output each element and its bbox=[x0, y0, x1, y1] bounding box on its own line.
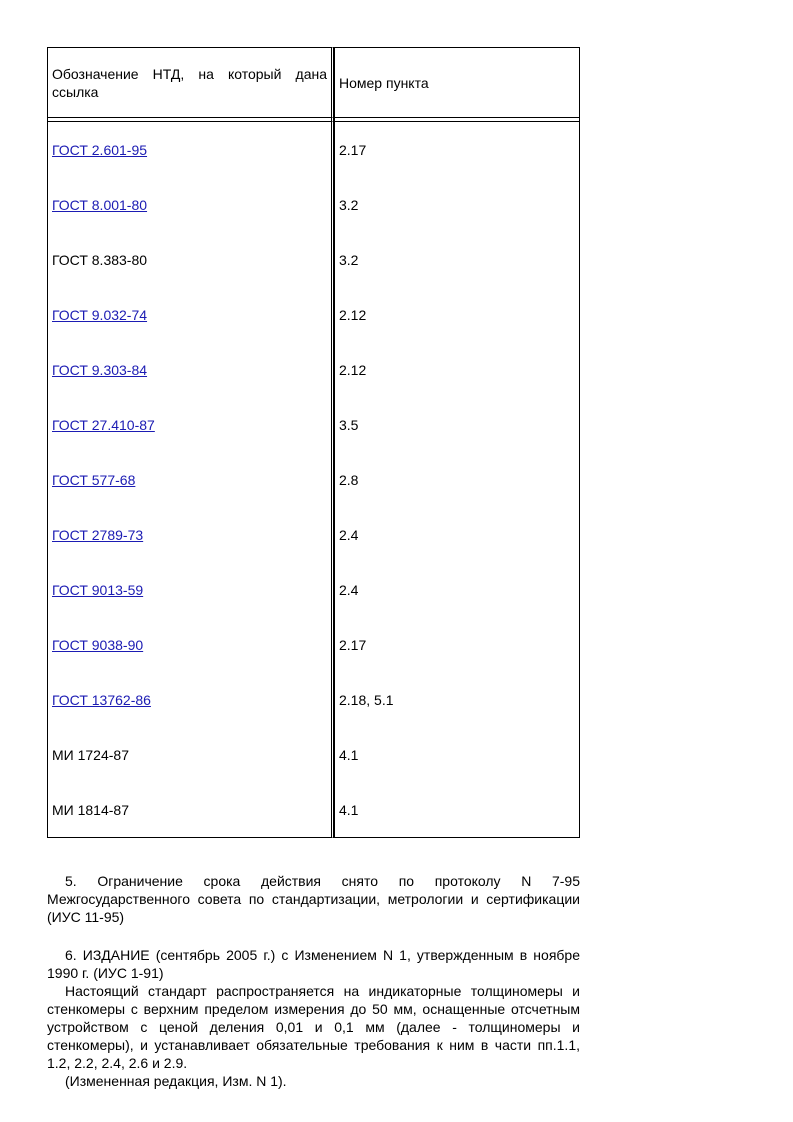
clause-cell: 2.4 bbox=[334, 507, 580, 562]
document-cell bbox=[47, 287, 334, 342]
table-row bbox=[47, 727, 580, 782]
table-row bbox=[47, 177, 580, 232]
clause-cell: 3.2 bbox=[334, 232, 580, 287]
reference-table bbox=[47, 47, 580, 838]
document-link[interactable]: ГОСТ 9.032-74 bbox=[52, 306, 148, 323]
clause-cell: 3.5 bbox=[334, 397, 580, 452]
revision-note: (Измененная редакция, Изм. N 1). bbox=[65, 1073, 287, 1089]
notes-section bbox=[47, 872, 580, 1090]
note-item-5: 5. Ограничение срока действия снято по протоколу N 7-95 Межгосударственного совета по стандартизации, метрологии и сертификации (ИУС 11-95) bbox=[47, 873, 580, 925]
table-row bbox=[47, 232, 580, 287]
document-cell bbox=[47, 452, 334, 507]
table-body bbox=[47, 121, 580, 838]
table-row bbox=[47, 342, 580, 397]
table-header-row bbox=[47, 47, 580, 118]
document-link[interactable]: ГОСТ 577-68 bbox=[52, 471, 136, 488]
table-row bbox=[47, 287, 580, 342]
document-link[interactable]: ГОСТ 9038-90 bbox=[52, 636, 144, 653]
table-row bbox=[47, 782, 580, 838]
table-row bbox=[47, 452, 580, 507]
document-link[interactable]: ГОСТ 27.410-87 bbox=[52, 416, 155, 433]
document-cell bbox=[47, 617, 334, 672]
document-text: МИ 1724-87 bbox=[52, 746, 129, 763]
document-link[interactable]: ГОСТ 9013-59 bbox=[52, 581, 144, 598]
table-row bbox=[47, 672, 580, 727]
document-cell bbox=[47, 782, 334, 838]
clause-cell: 3.2 bbox=[334, 177, 580, 232]
header-clause: Номер пункта bbox=[334, 47, 580, 118]
clause-cell: 2.8 bbox=[334, 452, 580, 507]
document-cell bbox=[47, 672, 334, 727]
document-link[interactable]: ГОСТ 9.303-84 bbox=[52, 361, 148, 378]
header-document: Обозначение НТД, на который дана ссылка bbox=[47, 47, 334, 118]
document-link[interactable]: ГОСТ 13762-86 bbox=[52, 691, 151, 708]
table-row bbox=[47, 617, 580, 672]
document-link[interactable]: ГОСТ 2.601-95 bbox=[52, 141, 148, 158]
clause-cell: 2.17 bbox=[334, 617, 580, 672]
clause-cell: 4.1 bbox=[334, 782, 580, 838]
note-item-6: 6. ИЗДАНИЕ (сентябрь 2005 г.) с Изменением N 1, утвержденным в ноябре 1990 г. (ИУС 1-91) bbox=[47, 947, 580, 981]
document-cell bbox=[47, 562, 334, 617]
document-text: МИ 1814-87 bbox=[52, 801, 129, 818]
clause-cell: 2.18, 5.1 bbox=[334, 672, 580, 727]
scope-paragraph: Настоящий стандарт распространяется на индикаторные толщиномеры и стенкомеры с верхним пределом измерения до 50 мм, оснащенные отсчетным устройством с ценой деления 0,01 и 0,1 мм (далее - толщиномеры и стенкомеры), и устанавливает обязательные требования к ним в части пп.1.1, 1.2, 2.2, 2.4, 2.6 и 2.9. bbox=[47, 983, 580, 1071]
document-cell bbox=[47, 507, 334, 562]
document-cell bbox=[47, 232, 334, 287]
table-row bbox=[47, 562, 580, 617]
document-cell bbox=[47, 397, 334, 452]
clause-cell: 4.1 bbox=[334, 727, 580, 782]
clause-cell: 2.17 bbox=[334, 121, 580, 177]
document-cell bbox=[47, 121, 334, 177]
table-row bbox=[47, 121, 580, 177]
table-row bbox=[47, 507, 580, 562]
clause-cell: 2.4 bbox=[334, 562, 580, 617]
clause-cell: 2.12 bbox=[334, 342, 580, 397]
document-cell bbox=[47, 342, 334, 397]
document-cell bbox=[47, 727, 334, 782]
table-row bbox=[47, 397, 580, 452]
clause-cell: 2.12 bbox=[334, 287, 580, 342]
document-text: ГОСТ 8.383-80 bbox=[52, 251, 148, 268]
document-link[interactable]: ГОСТ 2789-73 bbox=[52, 526, 144, 543]
document-link[interactable]: ГОСТ 8.001-80 bbox=[52, 196, 148, 213]
document-cell bbox=[47, 177, 334, 232]
